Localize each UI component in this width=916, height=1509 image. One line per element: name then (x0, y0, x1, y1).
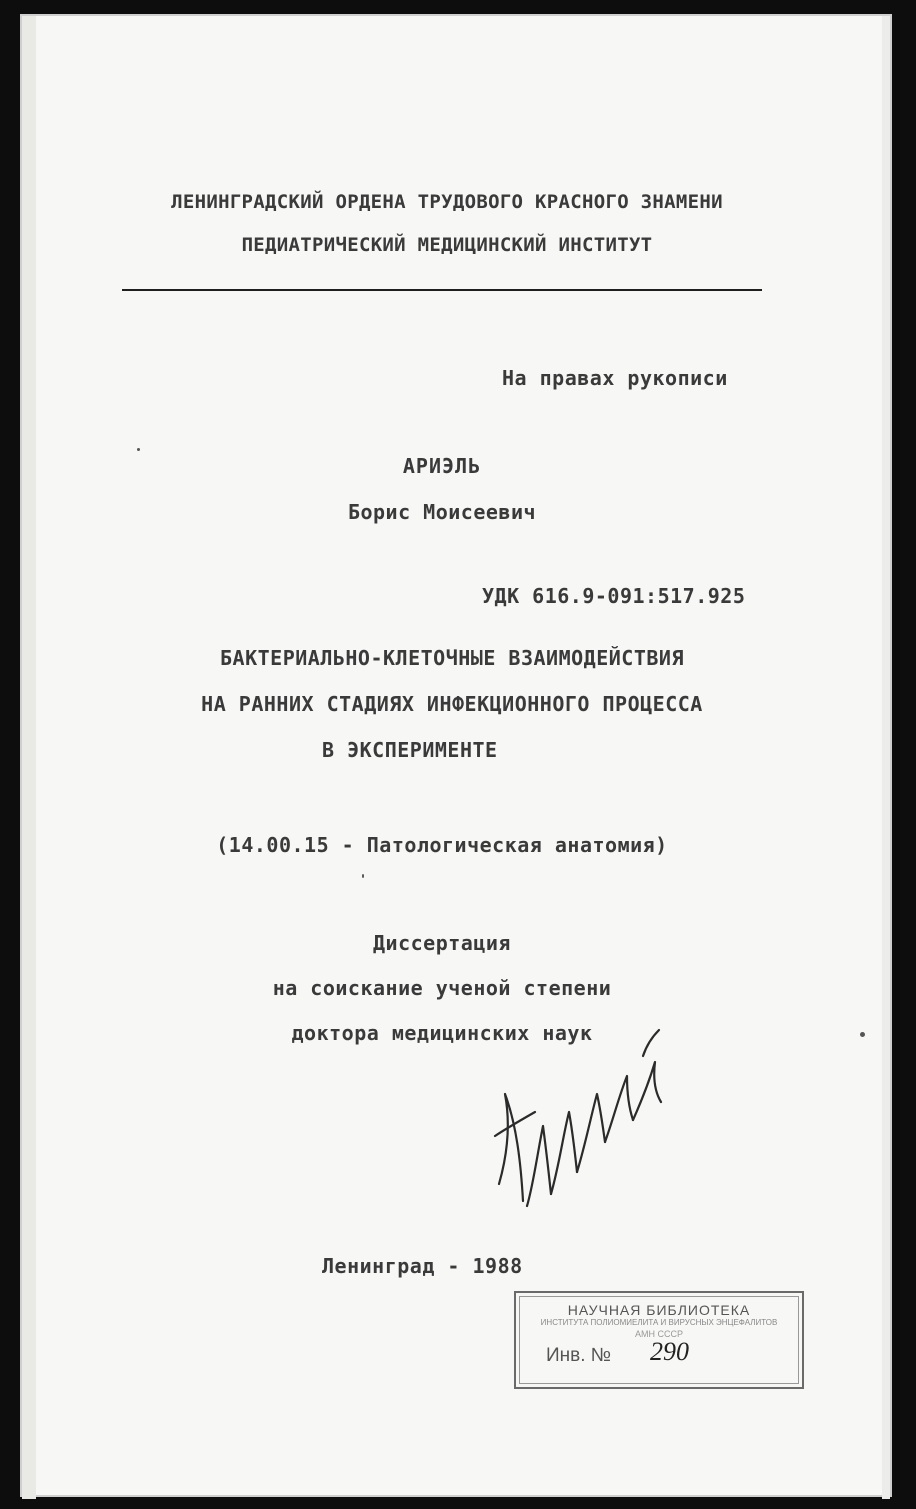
document-page (20, 14, 892, 1497)
specialty-code: (14.00.15 - Патологическая анатомия) (216, 833, 668, 857)
author-surname: АРИЭЛЬ (402, 454, 482, 478)
place-year: Ленинград - 1988 (322, 1254, 523, 1278)
handwritten-signature (477, 1016, 667, 1236)
institution-line-1: ЛЕНИНГРАДСКИЙ ОРДЕНА ТРУДОВОГО КРАСНОГО ЗНАМЕНИ (171, 191, 723, 213)
page-right-edge (882, 16, 890, 1499)
dust-speck (137, 448, 140, 451)
stamp-line-3: АМН СССР (634, 1329, 683, 1339)
degree-line-3: доктора медицинских наук (291, 1021, 593, 1045)
author-name: Борис Моисеевич (347, 500, 537, 524)
degree-line-2: на соискание ученой степени (272, 976, 612, 1000)
title-line-2: НА РАННИХ СТАДИЯХ ИНФЕКЦИОННОГО ПРОЦЕССА (201, 692, 703, 716)
udc-code: УДК 616.9-091:517.925 (482, 584, 746, 608)
header-rule (122, 289, 762, 291)
institution-line-2: ПЕДИАТРИЧЕСКИЙ МЕДИЦИНСКИЙ ИНСТИТУТ (241, 234, 653, 256)
degree-line-1: Диссертация (373, 931, 511, 955)
manuscript-note: На правах рукописи (502, 366, 728, 390)
library-stamp (514, 1291, 804, 1389)
stamp-inventory-number: 290 (650, 1337, 689, 1366)
stamp-line-2: ИНСТИТУТА ПОЛИОМИЕЛИТА И ВИРУСНЫХ ЭНЦЕФАЛИТОВ (540, 1318, 778, 1327)
page-left-edge (22, 16, 36, 1499)
title-line-3: В ЭКСПЕРИМЕНТЕ (322, 738, 498, 762)
dust-speck (860, 1032, 865, 1037)
dust-speck (362, 874, 364, 878)
title-line-1: БАКТЕРИАЛЬНО-КЛЕТОЧНЫЕ ВЗАИМОДЕЙСТВИЯ (219, 646, 685, 670)
stamp-inventory-label: Инв. № (546, 1345, 612, 1366)
stamp-line-1: НАУЧНАЯ БИБЛИОТЕКА (567, 1302, 751, 1318)
